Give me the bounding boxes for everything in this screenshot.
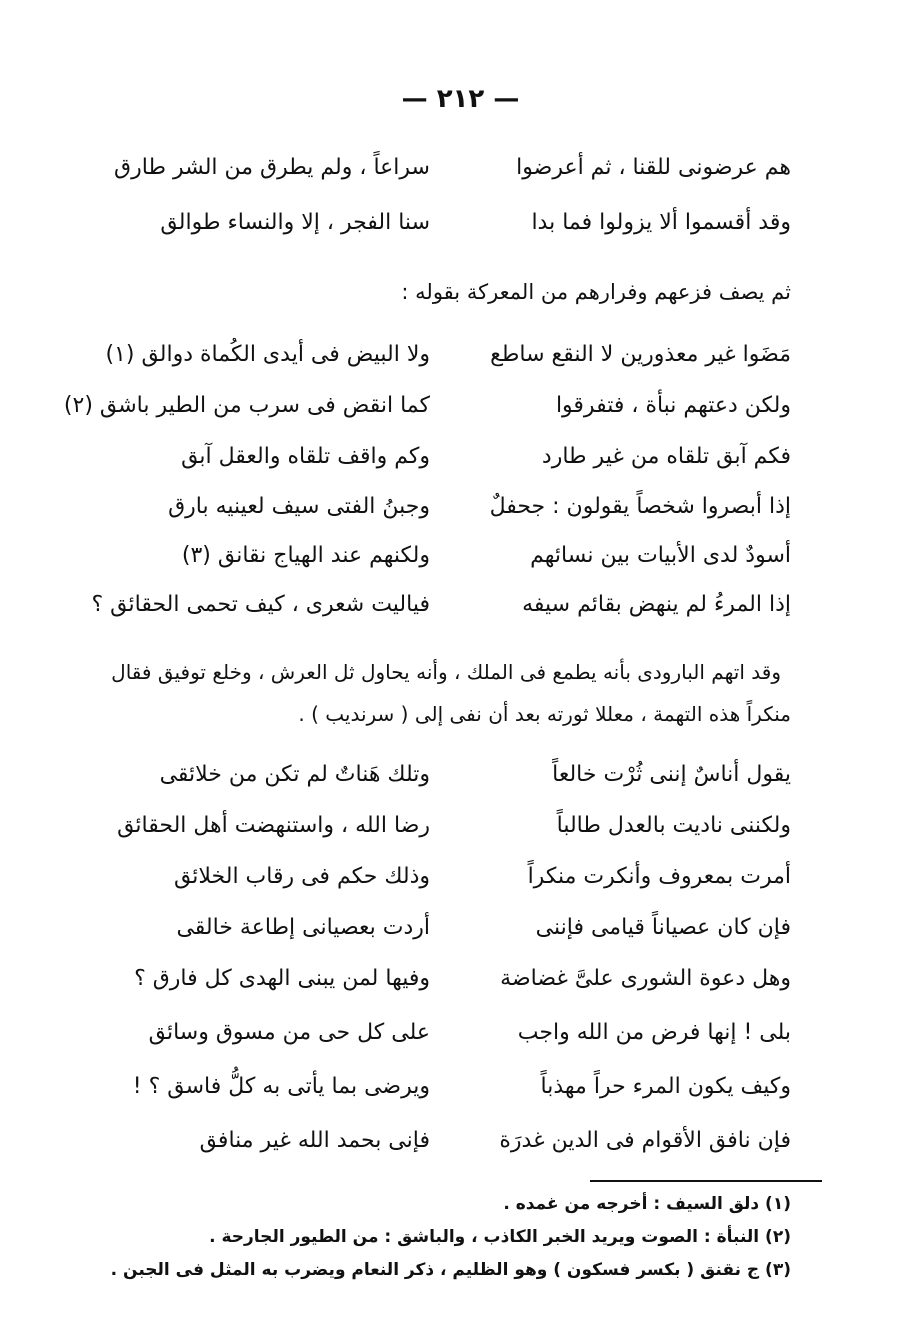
verse-first-hemistich: مَضَوا غير معذورين لا النقع ساطع bbox=[490, 342, 791, 367]
verse-second-hemistich: وتلك هَناتٌ لم تكن من خلائقى bbox=[159, 762, 430, 787]
verse-first-hemistich: أمرت بمعروف وأنكرت منكراً bbox=[527, 864, 791, 889]
page-number: — ٢١٢ — bbox=[401, 84, 520, 114]
footnote-rule bbox=[590, 1180, 822, 1182]
intro-line: ثم يصف فزعهم وفرارهم من المعركة بقوله : bbox=[401, 280, 791, 304]
verse-first-hemistich: هم عرضونى للقنا ، ثم أعرضوا bbox=[516, 155, 791, 180]
verse-first-hemistich: ولكننى ناديت بالعدل طالباً bbox=[556, 813, 791, 838]
verse-second-hemistich: فإنى بحمد الله غير منافق bbox=[199, 1128, 430, 1153]
verse-first-hemistich: إذا أبصروا شخصاً يقولون : جحفلٌ bbox=[489, 494, 791, 519]
verse-first-hemistich: أسودٌ لدى الأبيات بين نسائهم bbox=[530, 543, 791, 568]
footnote: (١) دلق السيف : أخرجه من غمده . bbox=[503, 1194, 791, 1214]
verse-second-hemistich: فياليت شعرى ، كيف تحمى الحقائق ؟ bbox=[91, 592, 430, 617]
verse-first-hemistich: وقد أقسموا ألا يزولوا فما بدا bbox=[531, 210, 791, 235]
verse-first-hemistich: بلى ! إنها فرض من الله واجب bbox=[517, 1020, 791, 1045]
footnote: (٣) ج نقنق ( بكسر فسكون ) وهو الظليم ، ذكر النعام ويضرب به المثل فى الجبن . bbox=[110, 1260, 791, 1280]
verse-first-hemistich: يقول أناسٌ إننى ثُرْت خالعاً bbox=[552, 762, 791, 787]
verse-first-hemistich: إذا المرءُ لم ينهض بقائم سيفه bbox=[522, 592, 791, 617]
verse-second-hemistich: وكم واقف تلقاه والعقل آبق bbox=[181, 444, 430, 469]
prose-line: وقد اتهم البارودى بأنه يطمع فى الملك ، وأنه يحاول ثل العرش ، وخلع توفيق فقال bbox=[111, 660, 781, 684]
verse-first-hemistich: ولكن دعتهم نبأة ، فتفرقوا bbox=[555, 393, 791, 418]
verse-second-hemistich: كما انقض فى سرب من الطير باشق (٢) bbox=[63, 393, 430, 418]
footnote: (٢) النبأة : الصوت ويريد الخبر الكاذب ، والباشق : من الطيور الجارحة . bbox=[209, 1227, 791, 1247]
verse-first-hemistich: وهل دعوة الشورى علىَّ غضاضة bbox=[500, 966, 791, 991]
verse-second-hemistich: سراعاً ، ولم يطرق من الشر طارق bbox=[114, 155, 430, 180]
prose-line: منكراً هذه التهمة ، معللا ثورته بعد أن نفى إلى ( سرنديب ) . bbox=[298, 702, 791, 726]
verse-second-hemistich: وذلك حكم فى رقاب الخلائق bbox=[173, 864, 430, 889]
verse-second-hemistich: سنا الفجر ، إلا والنساء طوالق bbox=[160, 210, 430, 235]
verse-second-hemistich: رضا الله ، واستنهضت أهل الحقائق bbox=[117, 813, 430, 838]
verse-second-hemistich: على كل حى من مسوق وسائق bbox=[148, 1020, 430, 1045]
verse-second-hemistich: ويرضى بما يأتى به كلُّ فاسق ؟ ! bbox=[132, 1074, 430, 1099]
verse-first-hemistich: وكيف يكون المرء حراً مهذباً bbox=[540, 1074, 791, 1099]
verse-second-hemistich: ولا البيض فى أيدى الكُماة دوالق (١) bbox=[105, 342, 430, 367]
verse-first-hemistich: فكم آبق تلقاه من غير طارد bbox=[541, 444, 791, 469]
verse-second-hemistich: أردت بعصيانى إطاعة خالقى bbox=[176, 915, 430, 940]
verse-second-hemistich: وجبنُ الفتى سيف لعينيه بارق bbox=[168, 494, 430, 519]
verse-second-hemistich: ولكنهم عند الهياج نقانق (٣) bbox=[181, 543, 430, 568]
verse-first-hemistich: فإن نافق الأقوام فى الدين غدرَة bbox=[499, 1128, 791, 1153]
verse-second-hemistich: وفيها لمن يبنى الهدى كل فارق ؟ bbox=[134, 966, 430, 991]
verse-first-hemistich: فإن كان عصياناً قيامى فإننى bbox=[535, 915, 791, 940]
